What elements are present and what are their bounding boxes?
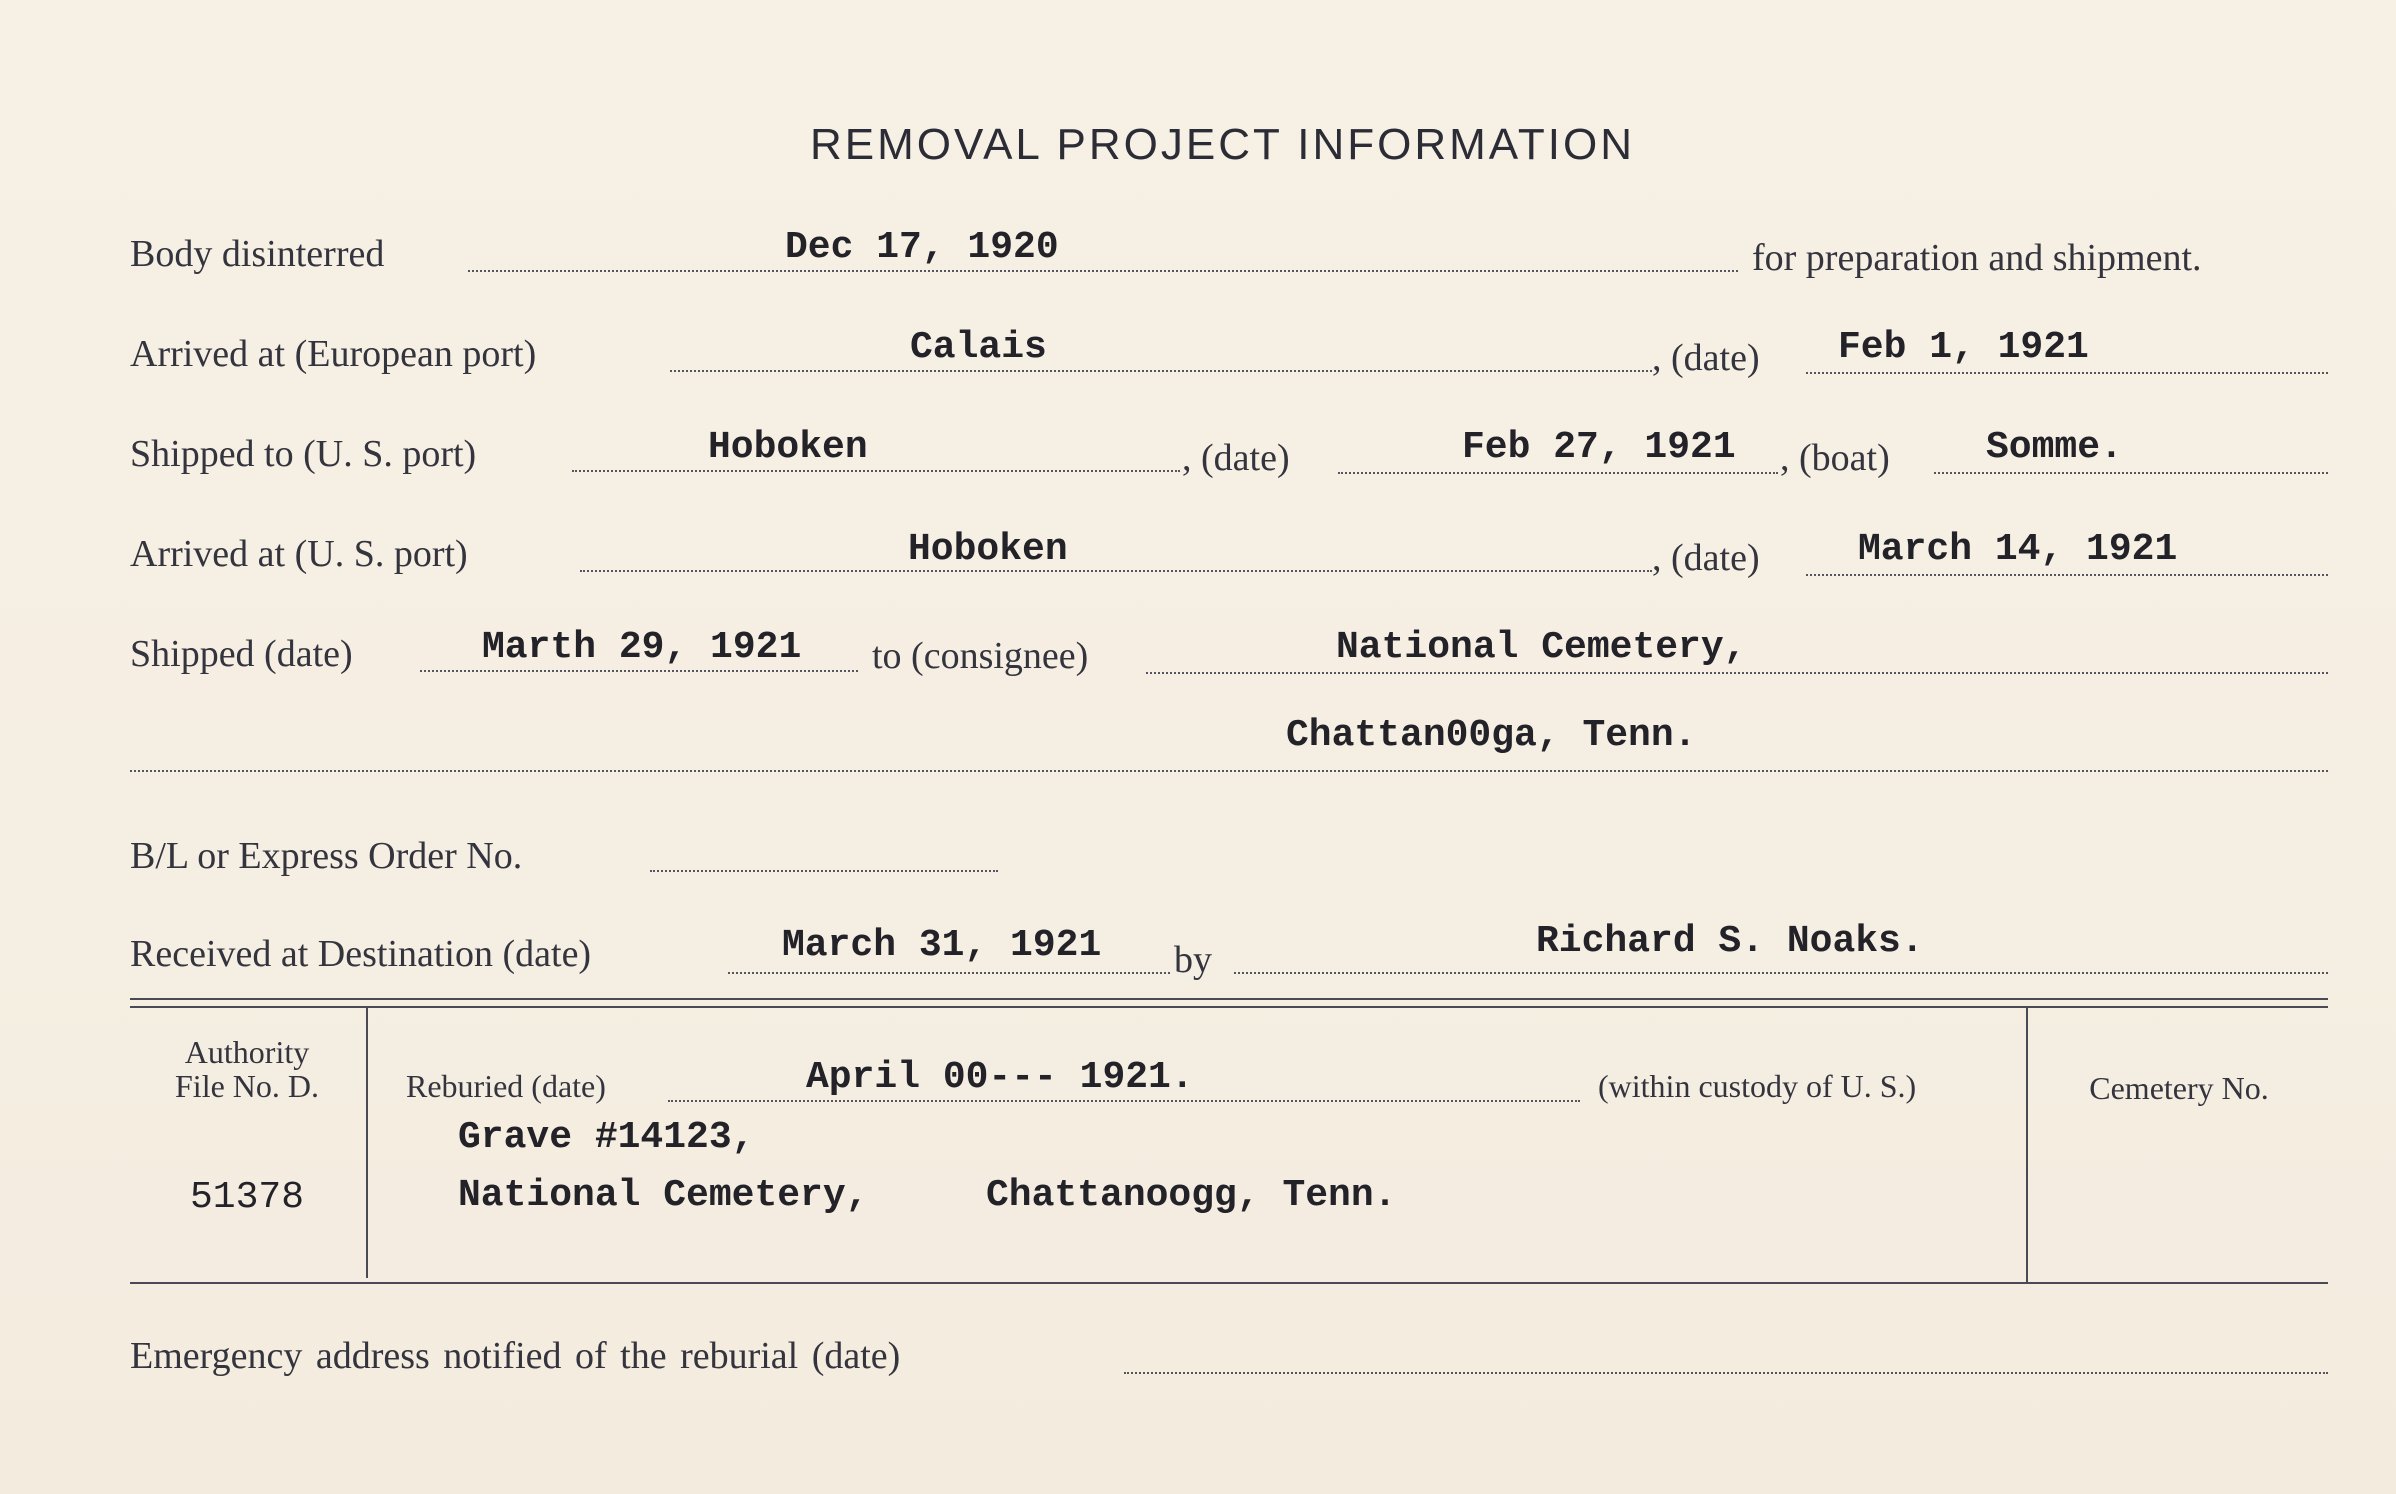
consignee-value-1: National Cemetery, (1336, 626, 1747, 669)
received-date-value: March 31, 1921 (782, 924, 1102, 967)
boat-value: Somme. (1986, 426, 2123, 469)
received-destination-label: Received at Destination (date) (130, 933, 592, 975)
consignee-line-1 (1146, 672, 2328, 674)
european-port-line (670, 370, 1652, 372)
european-port-value: Calais (910, 326, 1047, 369)
box-bottom-rule (130, 1282, 2328, 1284)
shipped-date-value: Feb 27, 1921 (1462, 426, 1736, 469)
body-disinterred-value: Dec 17, 1920 (785, 226, 1059, 269)
shipped-date-row-label: Shipped (date) (130, 633, 353, 675)
european-date-value: Feb 1, 1921 (1838, 326, 2089, 369)
grave-number: Grave #14123, (458, 1116, 755, 1159)
consignee-value-2: Chattan00ga, Tenn. (1286, 714, 1697, 757)
grave-location: Chattanoogg, Tenn. (986, 1174, 1397, 1217)
received-by-line (1234, 972, 2328, 974)
reburied-line (668, 1100, 1580, 1102)
authority-file-no: 51378 (189, 1176, 305, 1219)
us-arrival-date-label: , (date) (1652, 537, 1760, 579)
reburied-label: Reburied (date) (406, 1068, 606, 1104)
box-divider-right (2026, 1008, 2028, 1284)
shipped-date-row-line (420, 670, 858, 672)
body-disinterred-label: Body disinterred (130, 233, 385, 275)
boat-line (1934, 472, 2328, 474)
box-top-rule-2 (130, 1006, 2328, 1008)
cemetery-no-label: Cemetery No. (2089, 1070, 2269, 1106)
custody-label: (within custody of U. S.) (1598, 1068, 1917, 1104)
us-arrival-date-value: March 14, 1921 (1858, 528, 2178, 571)
consignee-label: to (consignee) (872, 635, 1089, 677)
european-port-label: Arrived at (European port) (130, 333, 537, 375)
european-date-label: , (date) (1652, 337, 1760, 379)
shipped-date-row-value: Marth 29, 1921 (482, 626, 802, 669)
consignee-line-2 (130, 770, 2328, 772)
box-top-rule-1 (130, 998, 2328, 1000)
shipped-date-label: , (date) (1182, 437, 1290, 479)
shipped-to-label: Shipped to (U. S. port) (130, 433, 477, 475)
shipped-to-port-value: Hoboken (708, 426, 868, 469)
body-disinterred-line (468, 270, 1738, 272)
bl-express-order-label: B/L or Express Order No. (130, 835, 523, 877)
received-by-label: by (1174, 939, 1212, 981)
boat-label: , (boat) (1780, 437, 1890, 479)
shipped-date-line (1338, 472, 1778, 474)
us-arrival-date-line (1806, 574, 2328, 576)
european-date-line (1806, 372, 2328, 374)
emergency-address-label: Emergency address notified of the reburial (date) (130, 1335, 901, 1377)
authority-label-1: Authority (184, 1034, 310, 1070)
us-port-arrived-value: Hoboken (908, 528, 1068, 571)
us-port-arrived-label: Arrived at (U. S. port) (130, 533, 468, 575)
shipped-to-line (572, 470, 1180, 472)
authority-label-2: File No. D. (175, 1068, 319, 1104)
emergency-address-line (1124, 1372, 2328, 1374)
reburied-date-value: April 00--- 1921. (806, 1056, 1194, 1099)
us-port-arrived-line (580, 570, 1652, 572)
preparation-shipment-text: for preparation and shipment. (1752, 237, 2202, 279)
received-date-line (728, 972, 1170, 974)
box-divider-left (366, 1008, 368, 1278)
received-by-value: Richard S. Noaks. (1536, 920, 1924, 963)
grave-cemetery: National Cemetery, (458, 1174, 869, 1217)
page-title: REMOVAL PROJECT INFORMATION (810, 120, 1635, 169)
bl-express-order-line (650, 870, 998, 872)
